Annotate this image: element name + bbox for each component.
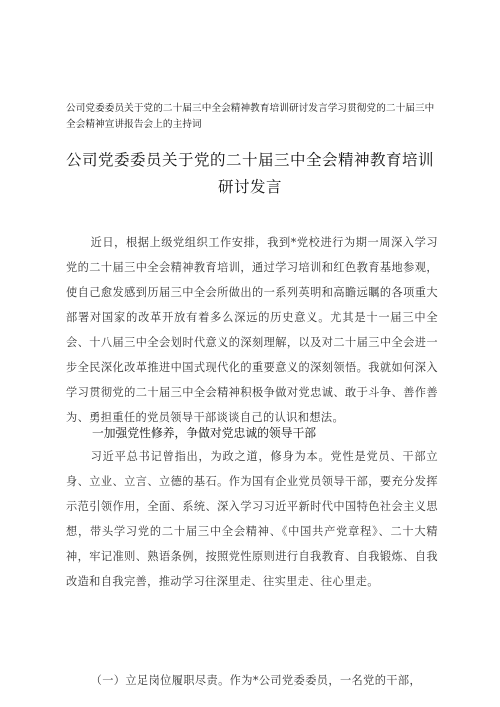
intro-paragraph: 近日，根据上级党组织工作安排，我到*党校进行为期一周深入学习党的二十届三中全会精神教育培训，通过学习培训和红色教育基地参观，使自己愈发感到历届三中全会所做出的一系列英明和高瞻远瞩的各项重大部署对国家的改革开放有着多么深远的历史意义。尤其是十一届三中全会、十八届三中全会划时代意义的深刻理解，以及对二十届三中全会进一步全民深化改革推进中国式现代化的重要意义的深刻领悟。我就如何深入学习贯彻党的二十届三中全会精神积极争做对党忠诚、敢于斗争、善作善为、勇担重任的党员领导干部谈谈自己的认识和想法。 [66,236,438,424]
sub-paragraph: （一）立足岗位履职尽责。作为*公司党委委员，一名党的干部， [90,674,422,687]
document-header: 公司党委委员关于党的二十届三中全会精神教育培训研讨发言学习贯彻党的二十届三中全会精神宣讲报告会上的主持词 [66,103,435,130]
section-paragraph: 习近平总书记曾指出，为政之道，修身为本。党性是党员、干部立身、立业、立言、立德的基石。作为国有企业党员领导干部，要充分发挥示范引领作用，全面、系统、深入学习习近平新时代中国特色社会主义思想，带头学习党的二十届三中全会精神、《中国共产党章程》、二十大精神，牢记准则、熟语条例，按照党性原则进行自我教育、自我锻炼、自我改造和自我完善，推动学习往深里走、往实里走、往心里走。 [66,450,438,588]
page-title: 公司党委委员关于党的二十届三中全会精神教育培训研讨发言 [65,151,434,196]
section-heading: 一加强党性修养，争做对党忠诚的领导干部 [91,426,317,440]
